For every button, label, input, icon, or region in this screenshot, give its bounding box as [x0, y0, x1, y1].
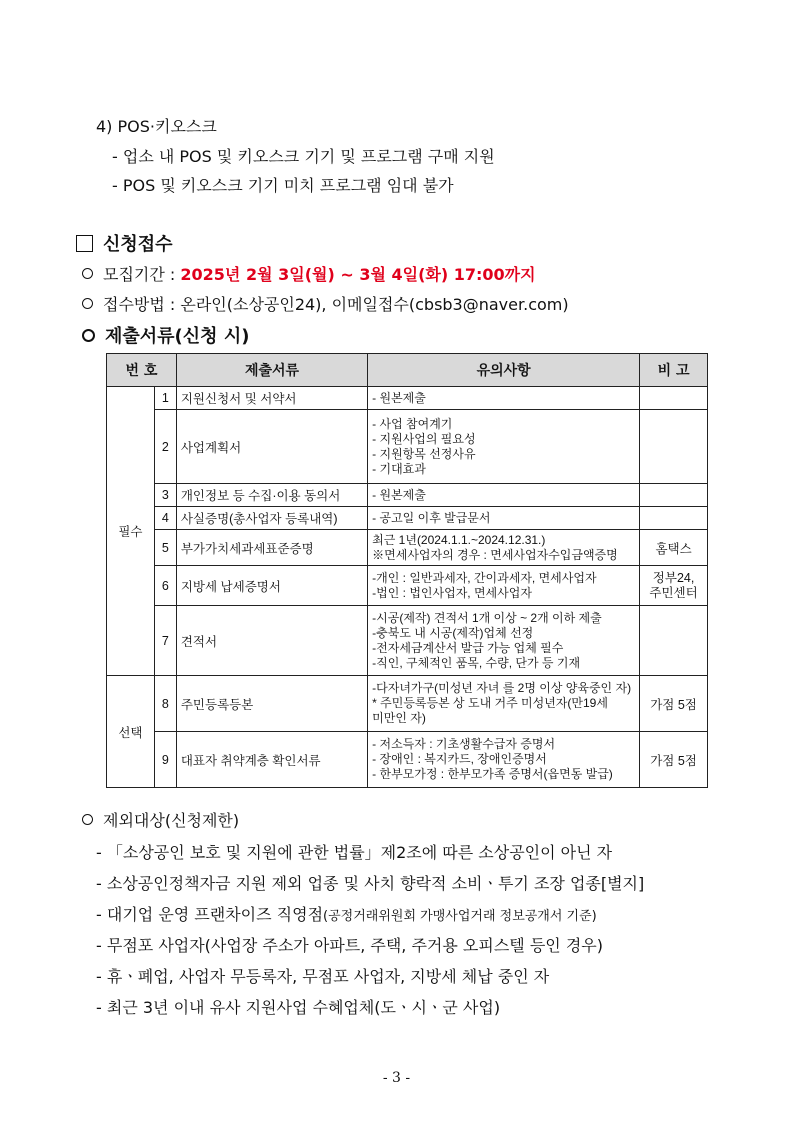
row-document: 견적서 — [176, 606, 367, 676]
row-remark — [640, 410, 708, 484]
row-document: 주민등록등본 — [176, 676, 367, 732]
table-row — [107, 606, 708, 676]
header-document: 제출서류 — [176, 354, 367, 387]
table-row — [107, 410, 708, 484]
row-number: 9 — [154, 732, 176, 788]
table-row — [107, 387, 708, 410]
exclusion-heading: 제외대상(신청제한) — [82, 808, 239, 831]
exclusion-item: - 「소상공인 보호 및 지원에 관한 법률」제2조에 따른 소상공인이 아닌 자 — [96, 843, 613, 862]
pos-item-2: - POS 및 키오스크 기기 미치 프로그램 임대 불가 — [112, 176, 454, 195]
exclusion-item: - 최근 3년 이내 유사 지원사업 수혜업체(도ㆍ시ㆍ군 사업) — [96, 998, 501, 1017]
circle-bullet-icon — [82, 298, 93, 309]
row-document: 개인정보 등 수집·이용 동의서 — [176, 484, 367, 507]
row-number: 5 — [154, 530, 176, 566]
header-remark: 비 고 — [640, 354, 708, 387]
period-line: 모집기간 : 2025년 2월 3일(월) ~ 3월 4일(화) 17:00까지 — [82, 262, 536, 285]
period-value: 2025년 2월 3일(월) ~ 3월 4일(화) 17:00까지 — [180, 265, 536, 284]
table-row — [107, 530, 708, 566]
franchise-note: (공정거래위원회 가맹사업거래 정보공개서 기준) — [323, 909, 597, 924]
row-number: 2 — [154, 410, 176, 484]
row-document: 사업계획서 — [176, 410, 367, 484]
row-document: 부가가치세과세표준증명 — [176, 530, 367, 566]
circle-bullet-icon — [82, 814, 93, 825]
row-number: 3 — [154, 484, 176, 507]
row-document: 지방세 납세증명서 — [176, 566, 367, 606]
row-notes: - 사업 참여계기 - 지원사업의 필요성 - 지원항목 선정사유 - 기대효과 — [368, 410, 640, 484]
row-notes: -개인 : 일반과세자, 간이과세자, 면세사업자 -법인 : 법인사업자, 면세사업자 — [368, 566, 640, 606]
row-remark: 가점 5점 — [640, 676, 708, 732]
row-document: 대표자 취약계층 확인서류 — [176, 732, 367, 788]
row-remark — [640, 507, 708, 530]
exclusion-item: - 휴ㆍ폐업, 사업자 무등록자, 무점포 사업자, 지방세 체납 중인 자 — [96, 967, 550, 986]
row-number: 6 — [154, 566, 176, 606]
table-row — [107, 676, 708, 732]
table-header-row — [107, 354, 708, 387]
row-document: 사실증명(총사업자 등록내역) — [176, 507, 367, 530]
row-remark — [640, 606, 708, 676]
row-number: 8 — [154, 676, 176, 732]
header-notes: 유의사항 — [368, 354, 640, 387]
exclusion-item: - 무점포 사업자(사업장 주소가 아파트, 주택, 주거용 오피스텔 등인 경우) — [96, 936, 603, 955]
table-row — [107, 566, 708, 606]
pos-item-1: - 업소 내 POS 및 키오스크 기기 및 프로그램 구매 지원 — [112, 147, 495, 166]
row-remark — [640, 387, 708, 410]
row-notes: -다자녀가구(미성년 자녀 를 2명 이상 양육중인 자) * 주민등록등본 상 도내 거주 미성년자(만19세 미만인 자) — [368, 676, 640, 732]
documents-heading: 제출서류(신청 시) — [82, 322, 249, 348]
row-remark — [640, 484, 708, 507]
row-number: 4 — [154, 507, 176, 530]
table-row — [107, 732, 708, 788]
row-notes: - 공고일 이후 발급문서 — [368, 507, 640, 530]
row-remark: 홈택스 — [640, 530, 708, 566]
table-row — [107, 484, 708, 507]
row-notes: - 원본제출 — [368, 387, 640, 410]
row-number: 1 — [154, 387, 176, 410]
exclusion-item: - 대기업 운영 프랜차이즈 직영점(공정거래위원회 가맹사업거래 정보공개서 기준) — [96, 905, 597, 924]
row-document: 지원신청서 및 서약서 — [176, 387, 367, 410]
circle-bullet-icon — [82, 329, 95, 342]
page-number: - 3 - — [382, 1070, 411, 1086]
group-optional: 선택 — [107, 676, 155, 788]
row-notes: - 저소득자 : 기초생활수급자 증명서 - 장애인 : 복지카드, 장애인증명서 - 한부모가정 : 한부모가족 증명서(읍면동 발급) — [368, 732, 640, 788]
row-remark: 가점 5점 — [640, 732, 708, 788]
exclusion-item: - 소상공인정책자금 지원 제외 업종 및 사치 향락적 소비ㆍ투기 조장 업종[별지] — [96, 874, 645, 893]
square-bullet-icon — [76, 235, 93, 252]
table-row — [107, 507, 708, 530]
application-heading: 신청접수 — [76, 230, 173, 256]
row-notes: - 원본제출 — [368, 484, 640, 507]
row-notes: -시공(제작) 견적서 1개 이상 ~ 2개 이하 제출 -충북도 내 시공(제작)업체 선정 -전자세금계산서 발급 가능 업체 필수 -직인, 구체적인 품목, 수량, 단가 등 기재 — [368, 606, 640, 676]
documents-table — [106, 353, 708, 788]
circle-bullet-icon — [82, 268, 93, 279]
pos-heading: 4) POS·키오스크 — [96, 117, 217, 136]
method-line: 접수방법 : 온라인(소상공인24), 이메일접수(cbsb3@naver.com) — [82, 292, 569, 315]
header-number: 번 호 — [107, 354, 177, 387]
row-remark: 정부24, 주민센터 — [640, 566, 708, 606]
row-notes: 최근 1년(2024.1.1.~2024.12.31.) ※면세사업자의 경우 : 면세사업자수입금액증명 — [368, 530, 640, 566]
row-number: 7 — [154, 606, 176, 676]
group-required: 필수 — [107, 387, 155, 676]
